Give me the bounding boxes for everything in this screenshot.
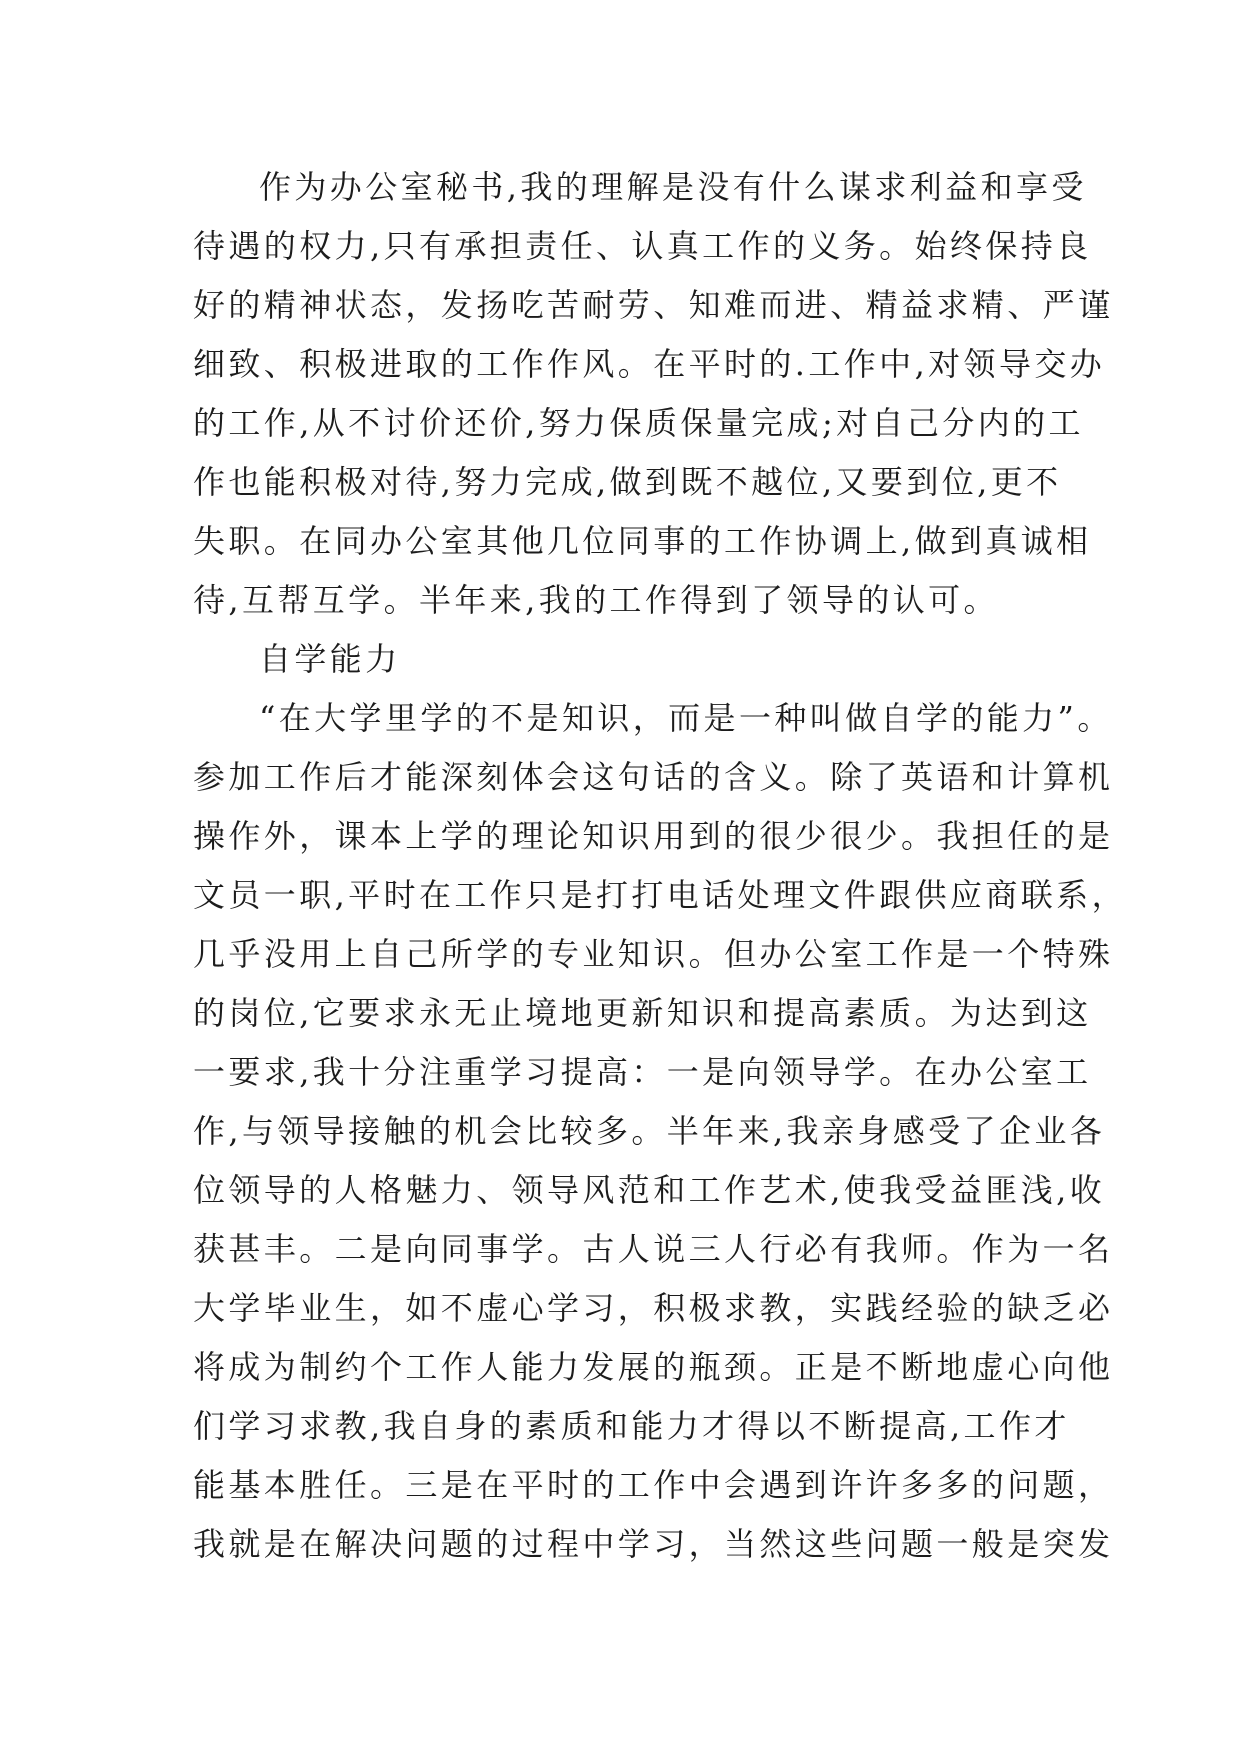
paragraph-line: 作也能积极对待,努力完成,做到既不越位,又要到位,更不 bbox=[193, 463, 1062, 501]
paragraph-line: 能基本胜任。三是在平时的工作中会遇到许许多多的问题， bbox=[193, 1466, 1114, 1504]
paragraph-line: 待遇的权力,只有承担责任、认真工作的义务。始终保持良 bbox=[193, 227, 1092, 265]
paragraph-line: 失职。在同办公室其他几位同事的工作协调上,做到真诚相 bbox=[193, 522, 1092, 560]
paragraph-line: 待,互帮互学。半年来,我的工作得到了领导的认可。 bbox=[193, 581, 999, 619]
paragraph-line: 们学习求教,我自身的素质和能力才得以不断提高,工作才 bbox=[193, 1407, 1070, 1445]
paragraph-line: 参加工作后才能深刻体会这句话的含义。除了英语和计算机 bbox=[193, 758, 1114, 796]
paragraph-line: 位领导的人格魅力、领导风范和工作艺术,使我受益匪浅,收 bbox=[193, 1171, 1106, 1209]
paragraph-line: 我就是在解决问题的过程中学习，当然这些问题一般是突发 bbox=[193, 1525, 1114, 1563]
body-text bbox=[193, 158, 1127, 1574]
paragraph-line: 一要求,我十分注重学习提高：一是向领导学。在办公室工 bbox=[193, 1053, 1092, 1091]
paragraph-line: “在大学里学的不是知识，而是一种叫做自学的能力”。 bbox=[259, 699, 1113, 737]
paragraph-line: 操作外，课本上学的理论知识用到的很少很少。我担任的是 bbox=[193, 817, 1114, 855]
paragraph-line: 好的精神状态，发扬吃苦耐劳、知难而进、精益求精、严谨 bbox=[193, 286, 1114, 324]
section-heading: 自学能力 bbox=[259, 640, 401, 678]
paragraph-line: 文员一职,平时在工作只是打打电话处理文件跟供应商联系， bbox=[193, 876, 1127, 914]
paragraph-line: 的岗位,它要求永无止境地更新知识和提高素质。为达到这 bbox=[193, 994, 1092, 1032]
paragraph-line: 获甚丰。二是向同事学。古人说三人行必有我师。作为一名 bbox=[193, 1230, 1114, 1268]
paragraph-line: 的工作,从不讨价还价,努力保质保量完成;对自己分内的工 bbox=[193, 404, 1084, 442]
paragraph-line: 几乎没用上自己所学的专业知识。但办公室工作是一个特殊 bbox=[193, 935, 1114, 973]
paragraph-line: 细致、积极进取的工作作风。在平时的.工作中,对领导交办 bbox=[193, 345, 1106, 383]
paragraph-line: 将成为制约个工作人能力发展的瓶颈。正是不断地虚心向他 bbox=[193, 1348, 1114, 1386]
paragraph-line: 作,与领导接触的机会比较多。半年来,我亲身感受了企业各 bbox=[193, 1112, 1106, 1150]
paragraph-line: 大学毕业生，如不虚心学习，积极求教，实践经验的缺乏必 bbox=[193, 1289, 1114, 1327]
paragraph-line: 作为办公室秘书,我的理解是没有什么谋求利益和享受 bbox=[259, 168, 1087, 206]
